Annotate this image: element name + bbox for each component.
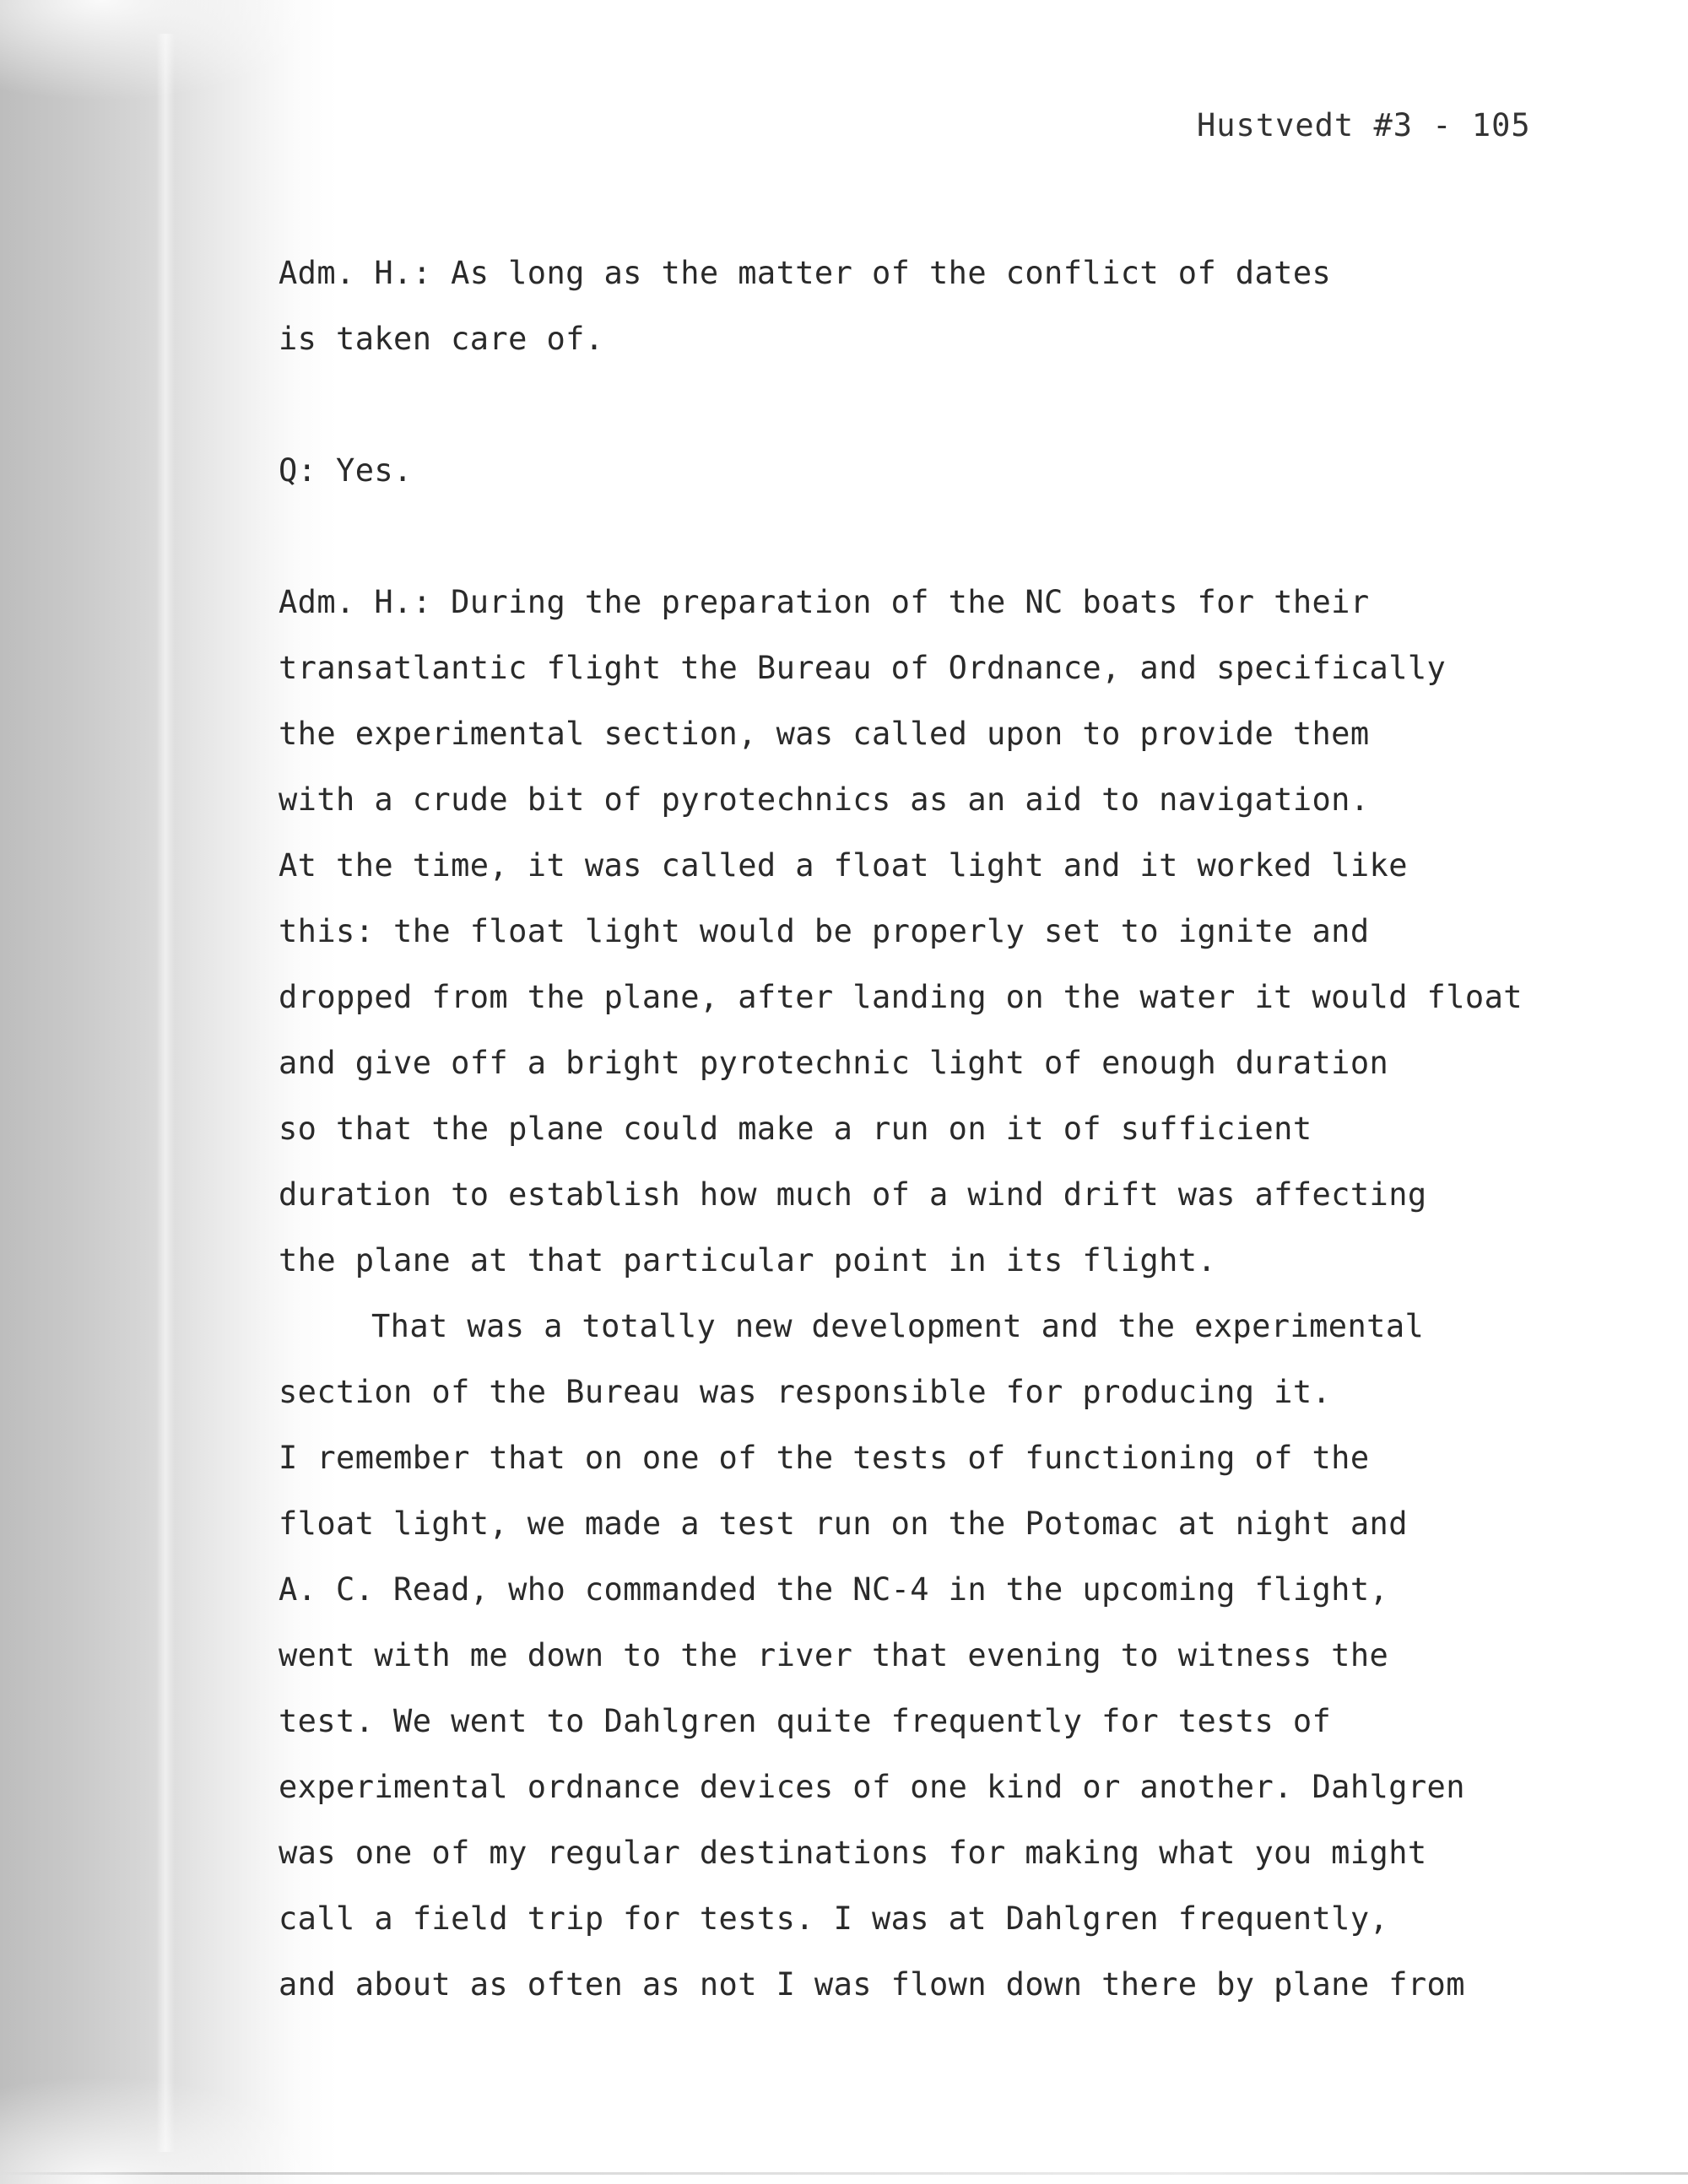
transcript-line: transatlantic flight the Bureau of Ordnance, and specifically — [279, 650, 1447, 686]
binding-top-curve — [0, 0, 338, 101]
transcript-line: section of the Bureau was responsible for producing it. — [279, 1374, 1332, 1410]
transcript-line: Adm. H.: During the preparation of the NC boats for their — [279, 584, 1370, 620]
transcript-line: call a field trip for tests. I was at Dahlgren frequently, — [279, 1900, 1389, 1937]
transcript-body — [279, 241, 1545, 2018]
transcript-line: was one of my regular destinations for making what you might — [279, 1835, 1427, 1871]
transcript-line: dropped from the plane, after landing on the water it would float — [279, 979, 1523, 1015]
transcript-line: is taken care of. — [279, 321, 604, 357]
transcript-line: That was a totally new development and the experimental — [371, 1308, 1425, 1344]
transcript-line: and about as often as not I was flown down there by plane from — [279, 1966, 1465, 2003]
transcript-line: experimental ordnance devices of one kind or another. Dahlgren — [279, 1769, 1465, 1805]
transcript-line: duration to establish how much of a wind drift was affecting — [279, 1176, 1427, 1213]
transcript-line: float light, we made a test run on the Potomac at night and — [279, 1506, 1408, 1542]
transcript-line: so that the plane could make a run on it of sufficient — [279, 1111, 1312, 1147]
transcript-line: A. C. Read, who commanded the NC-4 in the upcoming flight, — [279, 1571, 1389, 1608]
binding-bottom-curve — [0, 2076, 338, 2184]
page-number-header: Hustvedt #3 - 105 — [1197, 107, 1531, 143]
binding-fold — [156, 34, 175, 2152]
transcript-line: and give off a bright pyrotechnic light of enough duration — [279, 1045, 1389, 1081]
paragraph-gap — [279, 504, 1545, 570]
transcript-line: Adm. H.: As long as the matter of the conflict of dates — [279, 255, 1332, 291]
transcript-line: the plane at that particular point in its flight. — [279, 1242, 1217, 1279]
transcript-line: went with me down to the river that evening to witness the — [279, 1637, 1389, 1673]
transcript-line: this: the float light would be properly set to ignite and — [279, 913, 1370, 949]
transcript-line: I remember that on one of the tests of functioning of the — [279, 1440, 1370, 1476]
paragraph-gap — [279, 372, 1545, 438]
transcript-line: test. We went to Dahlgren quite frequently for tests of — [279, 1703, 1332, 1739]
page-bottom-edge — [0, 2172, 1688, 2175]
transcript-line: the experimental section, was called upon to provide them — [279, 716, 1370, 752]
transcript-line: Q: Yes. — [279, 452, 413, 489]
transcript-line: with a crude bit of pyrotechnics as an aid to navigation. — [279, 781, 1370, 818]
transcript-line: At the time, it was called a float light and it worked like — [279, 847, 1408, 884]
